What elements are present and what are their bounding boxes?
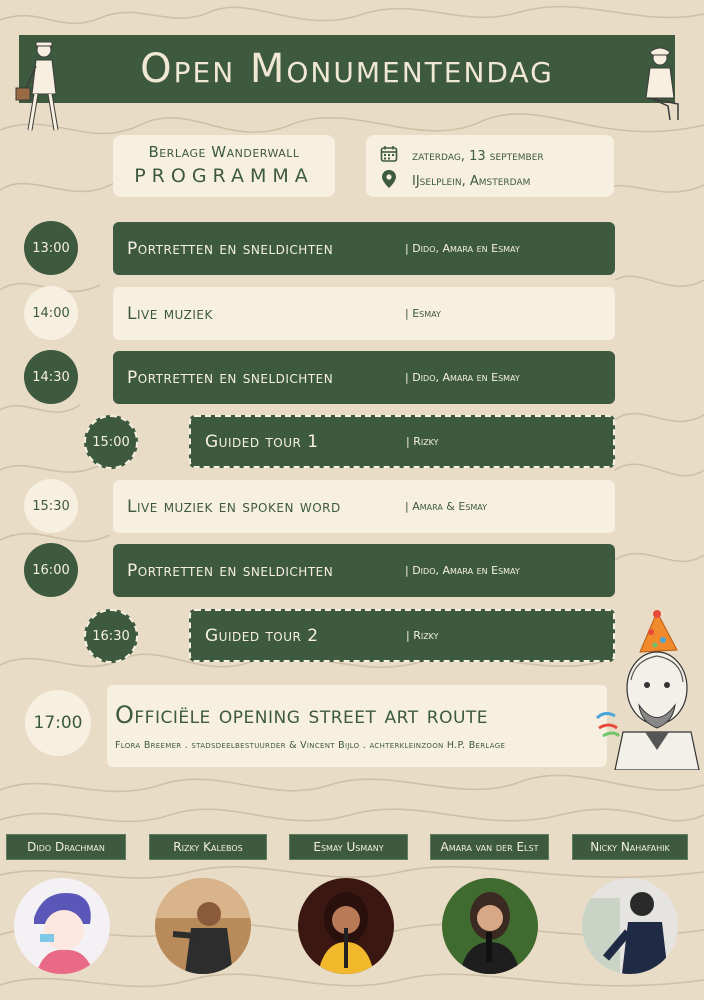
schedule-title: Live muziek (127, 303, 213, 324)
schedule-people: | Amara & Esmay (405, 500, 488, 513)
finale-card (107, 685, 607, 767)
schedule-time: 15:30 (24, 479, 78, 533)
finale-subtitle: Flora Breemer . stadsdeelbestuurder & Vincent Bijlo . achterkleinzoon H.P. Berlage (115, 740, 506, 751)
page-title: Open Monumentendag (140, 46, 554, 92)
event-name: Berlage Wanderwall (148, 143, 300, 161)
schedule-time: 13:00 (24, 221, 78, 275)
schedule-item (113, 222, 615, 275)
schedule-title: Live muziek en spoken word (127, 496, 341, 517)
seated-man-illustration (638, 46, 688, 130)
schedule-item (113, 480, 615, 533)
calendar-icon (380, 145, 398, 167)
schedule-people: | Rizky (406, 629, 439, 642)
schedule-title: Portretten en sneldichten (127, 367, 334, 388)
schedule-people: | Esmay (405, 307, 441, 320)
schedule-title: Portretten en sneldichten (127, 560, 334, 581)
event-name-card (113, 135, 335, 197)
schedule-time: 16:30 (84, 609, 138, 663)
artist-name: Esmay Usmany (290, 835, 407, 859)
artist-name: Rizky Kalebos (150, 835, 266, 859)
finale-time: 17:00 (25, 690, 91, 756)
schedule-people: | Dido, Amara en Esmay (405, 564, 520, 577)
schedule-item (113, 544, 615, 597)
finale-title: Officiële opening street art route (115, 701, 489, 729)
schedule-time: 14:00 (24, 286, 78, 340)
event-info-card (366, 135, 614, 197)
schedule-item (189, 609, 615, 662)
walking-man-illustration (12, 38, 72, 142)
artist-name: Amara van der Elst (431, 835, 548, 859)
schedule-title: Guided tour 1 (205, 431, 319, 452)
schedule-people: | Dido, Amara en Esmay (405, 242, 520, 255)
artist-avatar (298, 878, 394, 974)
artist-avatar (442, 878, 538, 974)
schedule-people: | Rizky (406, 435, 439, 448)
artist-name: Dido Drachman (7, 835, 125, 859)
artist-avatar (155, 878, 251, 974)
schedule-item (113, 287, 615, 340)
artist-avatar (582, 878, 678, 974)
schedule-time: 15:00 (84, 415, 138, 469)
map-pin-icon (380, 169, 398, 193)
schedule-title: Guided tour 2 (205, 625, 319, 646)
schedule-people: | Dido, Amara en Esmay (405, 371, 520, 384)
event-location: IJselplein, Amsterdam (412, 173, 531, 189)
berlage-portrait-illustration (595, 610, 700, 774)
schedule-item (113, 351, 615, 404)
event-date: zaterdag, 13 september (412, 148, 544, 164)
schedule-time: 16:00 (24, 543, 78, 597)
schedule-time: 14:30 (24, 350, 78, 404)
title-banner (19, 35, 675, 103)
schedule-title: Portretten en sneldichten (127, 238, 334, 259)
artist-avatar (14, 878, 110, 974)
artist-name: Nicky Nahafahik (573, 835, 687, 859)
schedule-item (189, 415, 615, 468)
program-label: PROGRAMMA (134, 165, 314, 187)
